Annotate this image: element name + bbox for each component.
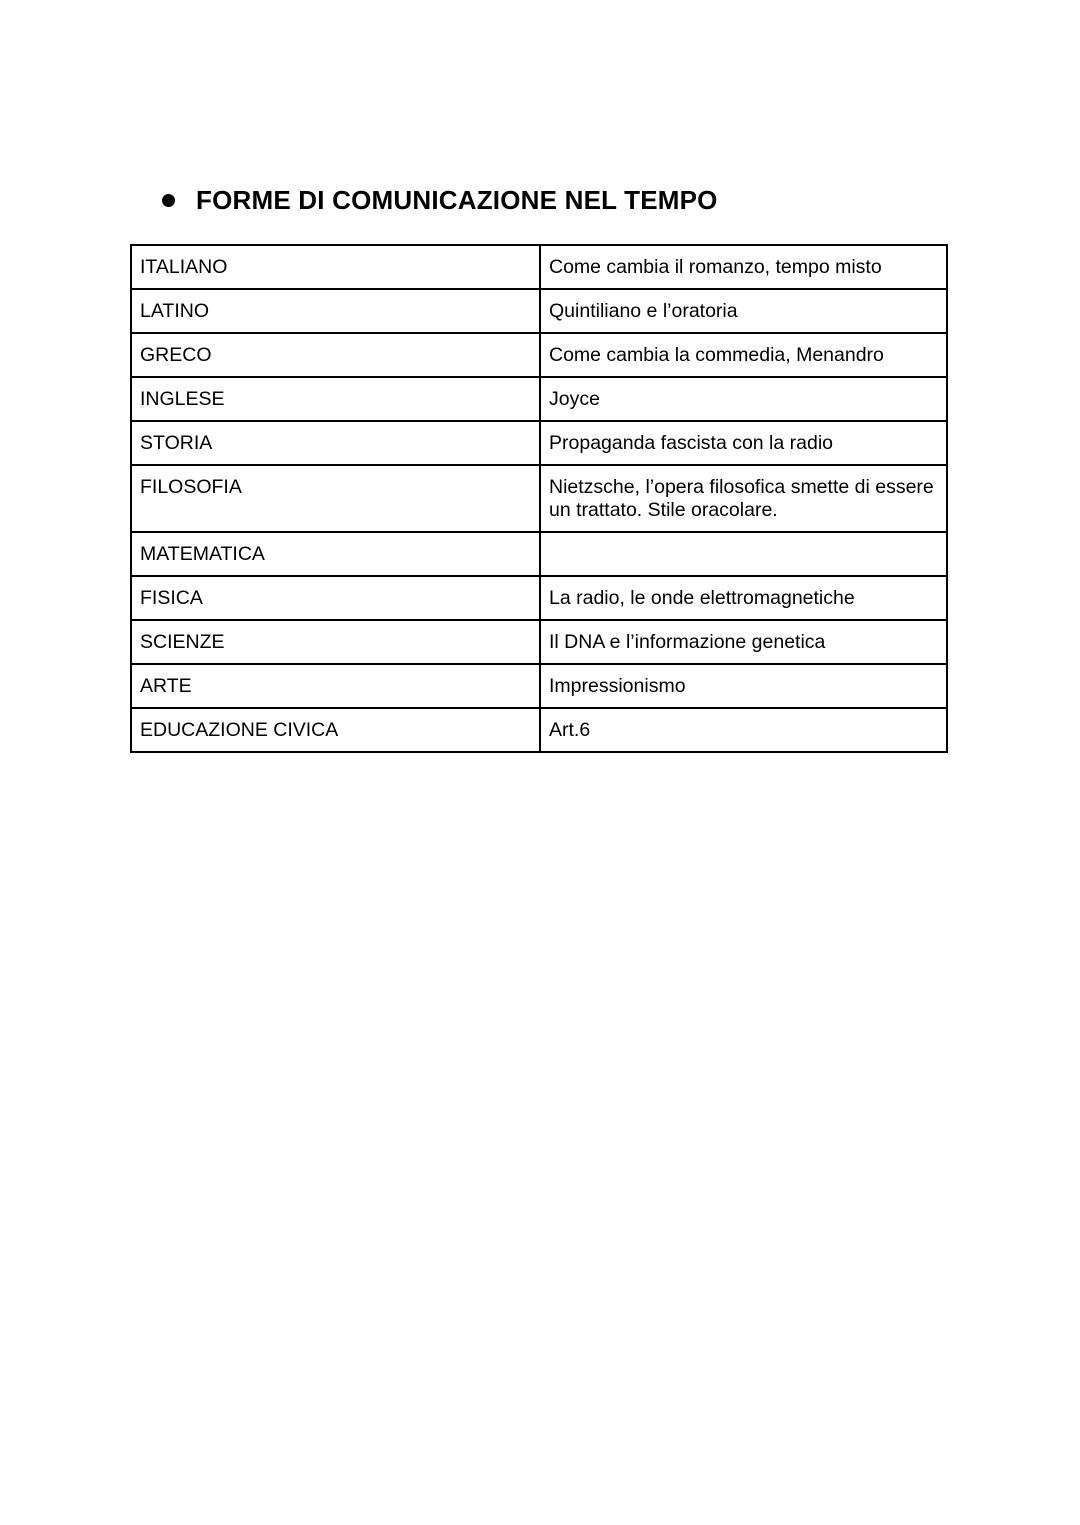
subjects-table	[130, 244, 948, 753]
topic-cell: Come cambia la commedia, Menandro	[540, 333, 947, 377]
subject-cell: FISICA	[131, 576, 540, 620]
subject-cell: STORIA	[131, 421, 540, 465]
section-heading	[162, 182, 718, 218]
topic-cell: Joyce	[540, 377, 947, 421]
subject-cell: ARTE	[131, 664, 540, 708]
subject-cell: GRECO	[131, 333, 540, 377]
topic-cell: La radio, le onde elettromagnetiche	[540, 576, 947, 620]
subject-cell: SCIENZE	[131, 620, 540, 664]
subject-cell: EDUCAZIONE CIVICA	[131, 708, 540, 752]
topic-cell: Come cambia il romanzo, tempo misto	[540, 245, 947, 289]
subject-cell: ITALIANO	[131, 245, 540, 289]
topic-cell: Nietzsche, l’opera filosofica smette di essere un trattato. Stile oracolare.	[540, 465, 947, 532]
table-row	[131, 664, 947, 708]
subject-cell: FILOSOFIA	[131, 465, 540, 532]
table-row	[131, 576, 947, 620]
topic-cell: Propaganda fascista con la radio	[540, 421, 947, 465]
table-row	[131, 532, 947, 576]
table-row	[131, 708, 947, 752]
table-row	[131, 333, 947, 377]
subject-cell: LATINO	[131, 289, 540, 333]
bullet-icon	[162, 194, 175, 207]
table-row	[131, 289, 947, 333]
page-title: FORME DI COMUNICAZIONE NEL TEMPO	[196, 184, 718, 215]
topic-cell: Impressionismo	[540, 664, 947, 708]
table-row	[131, 377, 947, 421]
topic-cell: Quintiliano e l’oratoria	[540, 289, 947, 333]
table-row	[131, 245, 947, 289]
subject-cell: INGLESE	[131, 377, 540, 421]
subject-cell: MATEMATICA	[131, 532, 540, 576]
table-row	[131, 421, 947, 465]
table-row	[131, 620, 947, 664]
table-row	[131, 465, 947, 532]
topic-cell: Art.6	[540, 708, 947, 752]
topic-cell	[540, 532, 947, 576]
topic-cell: Il DNA e l’informazione genetica	[540, 620, 947, 664]
